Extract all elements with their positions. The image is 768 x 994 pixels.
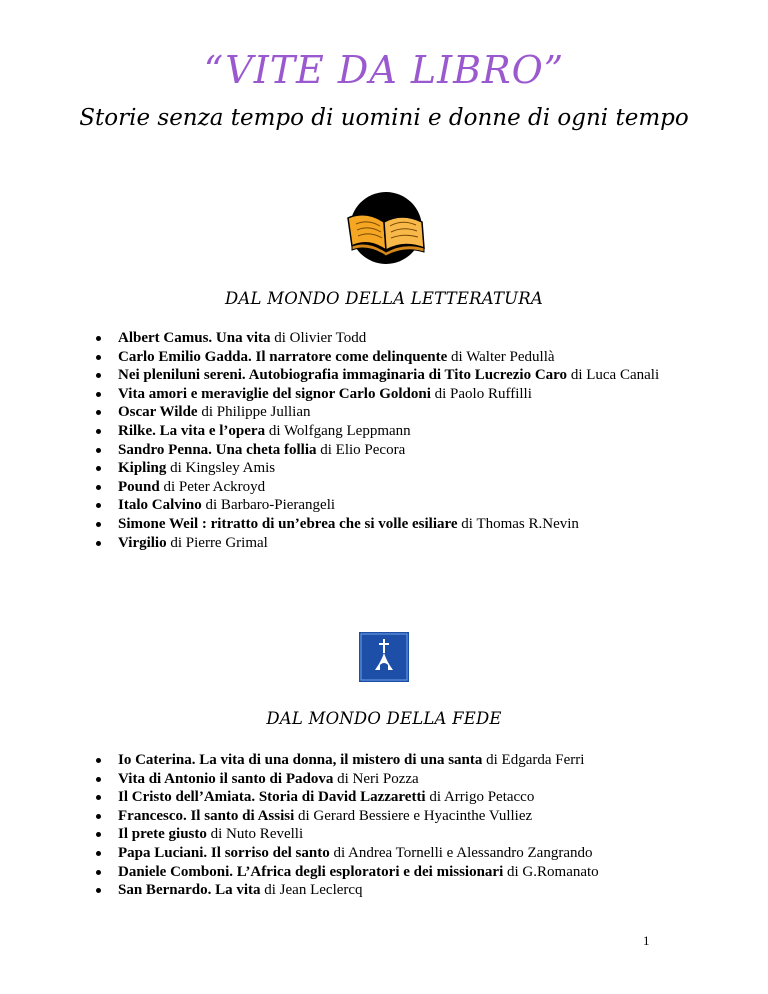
book-author: di Edgarda Ferri [482, 752, 585, 768]
book-author: di Nuto Revelli [206, 826, 304, 843]
book-title: Italo Calvino [118, 497, 202, 514]
book-title: Daniele Comboni. L’Africa degli esploratori e dei missionari [118, 863, 504, 880]
open-book-icon [338, 188, 430, 270]
list-item [118, 881, 670, 900]
book-author: di Paolo Ruffilli [430, 385, 532, 402]
list-item [118, 348, 670, 367]
book-author: di G.Romanato [503, 863, 599, 880]
document-subtitle: Storie senza tempo di uomini e donne di ogni tempo [79, 105, 689, 131]
list-item [118, 459, 670, 478]
book-title: Papa Luciani. Il sorriso del santo [118, 844, 330, 861]
book-title: Carlo Emilio Gadda. Il narratore come delinquente [118, 348, 448, 365]
list-item [118, 534, 670, 553]
book-author: di Elio Pecora [316, 441, 406, 458]
book-title: Virgilio [118, 534, 167, 551]
book-author: di Pierre Grimal [166, 534, 268, 551]
document-title: “VITE DA LIBRO” [203, 48, 565, 92]
book-author: di Luca Canali [567, 367, 660, 384]
list-item [118, 770, 670, 789]
book-title: Vita amori e meraviglie del signor Carlo Goldoni [118, 385, 431, 402]
book-author: di Arrigo Petacco [425, 789, 535, 806]
list-item [118, 441, 670, 460]
list-item [118, 496, 670, 515]
book-title: Il prete giusto [118, 826, 207, 843]
book-title: Francesco. Il santo di Assisi [118, 807, 295, 824]
book-author: di Thomas R.Nevin [457, 515, 579, 532]
list-item [118, 751, 670, 770]
list-item [118, 844, 670, 863]
list-item [118, 422, 670, 441]
book-list-fede [118, 751, 670, 900]
list-item [118, 825, 670, 844]
book-list-letteratura [118, 329, 670, 552]
book-title: Sandro Penna. Una cheta follia [118, 441, 317, 458]
book-author: di Kingsley Amis [166, 460, 276, 477]
book-title: Pound [118, 478, 160, 495]
book-title: Io Caterina. La vita di una donna, il mistero di una santa [118, 752, 483, 768]
book-author: di Jean Leclercq [260, 882, 363, 899]
section-heading-fede: DAL MONDO DELLA FEDE [266, 709, 502, 728]
list-item [118, 515, 670, 534]
list-item [118, 788, 670, 807]
list-item [118, 385, 670, 404]
book-author: di Wolfgang Leppmann [265, 422, 411, 439]
book-title: Nei pleniluni sereni. Autobiografia immaginaria di Tito Lucrezio Caro [118, 367, 568, 384]
book-title: San Bernardo. La vita [118, 882, 261, 899]
page-number: 1 [643, 933, 650, 948]
list-item [118, 366, 670, 385]
book-title: Albert Camus. Una vita [118, 330, 271, 346]
list-item [118, 478, 670, 497]
book-author: di Gerard Bessiere e Hyacinthe Vulliez [294, 807, 533, 824]
list-item [118, 329, 670, 348]
book-title: Rilke. La vita e l’opera [118, 422, 266, 439]
book-title: Kipling [118, 460, 167, 477]
book-title: Oscar Wilde [118, 404, 198, 421]
book-author: di Philippe Jullian [197, 404, 311, 421]
book-author: di Barbaro-Pierangeli [201, 497, 336, 514]
book-author: di Andrea Tornelli e Alessandro Zangrando [329, 844, 593, 861]
book-author: di Olivier Todd [270, 330, 367, 346]
list-item [118, 863, 670, 882]
book-title: Il Cristo dell’Amiata. Storia di David Lazzaretti [118, 789, 426, 806]
church-icon [359, 632, 409, 682]
book-author: di Neri Pozza [333, 770, 419, 787]
section-heading-letteratura: DAL MONDO DELLA LETTERATURA [224, 289, 543, 308]
book-author: di Peter Ackroyd [159, 478, 266, 495]
book-title: Simone Weil : ritratto di un’ebrea che si volle esiliare [118, 515, 458, 532]
list-item [118, 403, 670, 422]
book-title: Vita di Antonio il santo di Padova [118, 770, 334, 787]
list-item [118, 807, 670, 826]
book-author: di Walter Pedullà [447, 348, 555, 365]
